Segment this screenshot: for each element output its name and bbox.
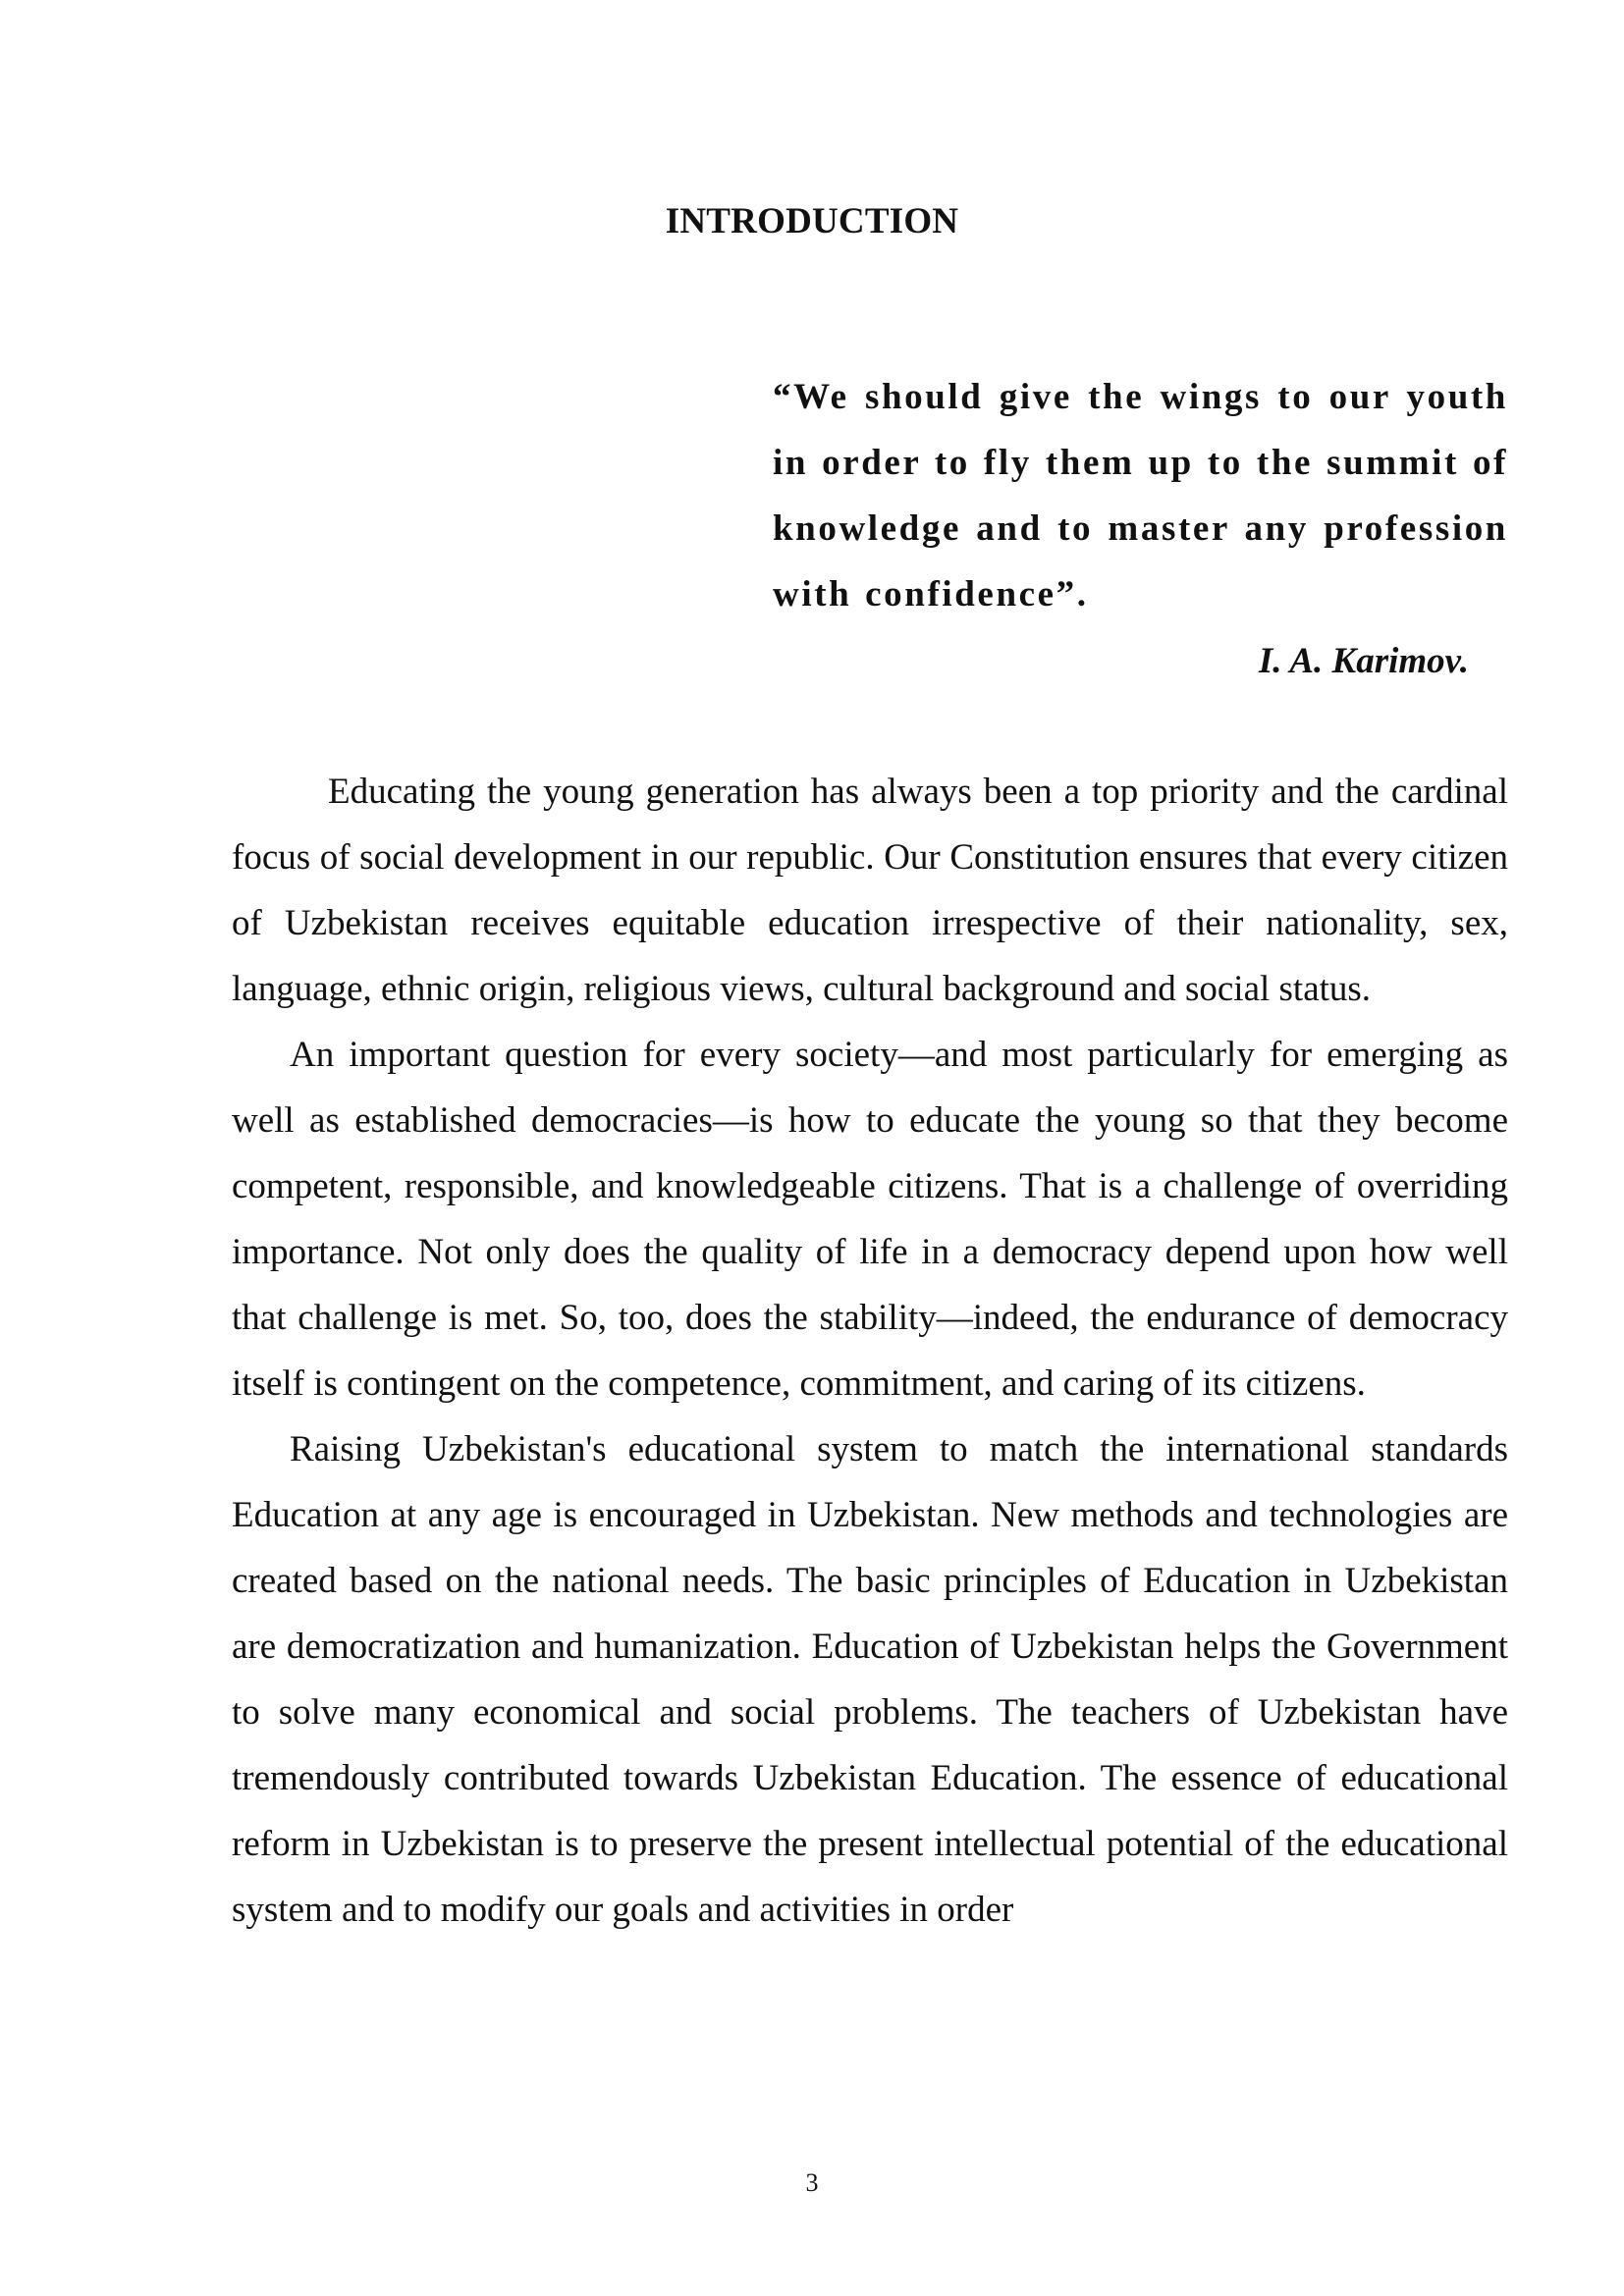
paragraph: Raising Uzbekistan's educational system to match the international standards Education at any age is encouraged in Uzbekistan. New methods and technologies are created based on the national needs. The basic principles of Education in Uzbekistan are democratization and humanization. Education of Uzbekistan helps the Government to solve many economical and social problems. The teachers of Uzbekistan have tremendously contributed towards Uzbekistan Education. The essence of educational reform in Uzbekistan is to preserve the present intellectual potential of the educational system and to modify our goals and activities in order bbox=[232, 1429, 1508, 1930]
section-heading: INTRODUCTION bbox=[665, 201, 959, 241]
paragraph: Educating the young generation has always been a top priority and the cardinal focus of social development in our republic. Our Constitution ensures that every citizen of Uzbekistan receives equitable education irrespective of their nationality, sex, language, ethnic origin, religious views, cultural background and social status. bbox=[232, 772, 1508, 1009]
paragraph: An important question for every society—and most particularly for emerging as well as established democracies—is how to educate the young so that they become competent, responsible, and knowledgeable citizens. That is a challenge of overriding importance. Not only does the quality of life in a democracy depend upon how well that challenge is met. So, too, does the stability—indeed, the endurance of democracy itself is contingent on the competence, commitment, and caring of its citizens. bbox=[232, 1035, 1508, 1404]
epigraph-author: I. A. Karimov. bbox=[1258, 641, 1469, 681]
epigraph-quote: “We should give the wings to our youth in order to fly them up to the summit of knowledge and to master any profession with confidence”. bbox=[773, 377, 1508, 614]
body-text bbox=[232, 759, 1508, 1943]
page-number: 3 bbox=[805, 2168, 819, 2197]
